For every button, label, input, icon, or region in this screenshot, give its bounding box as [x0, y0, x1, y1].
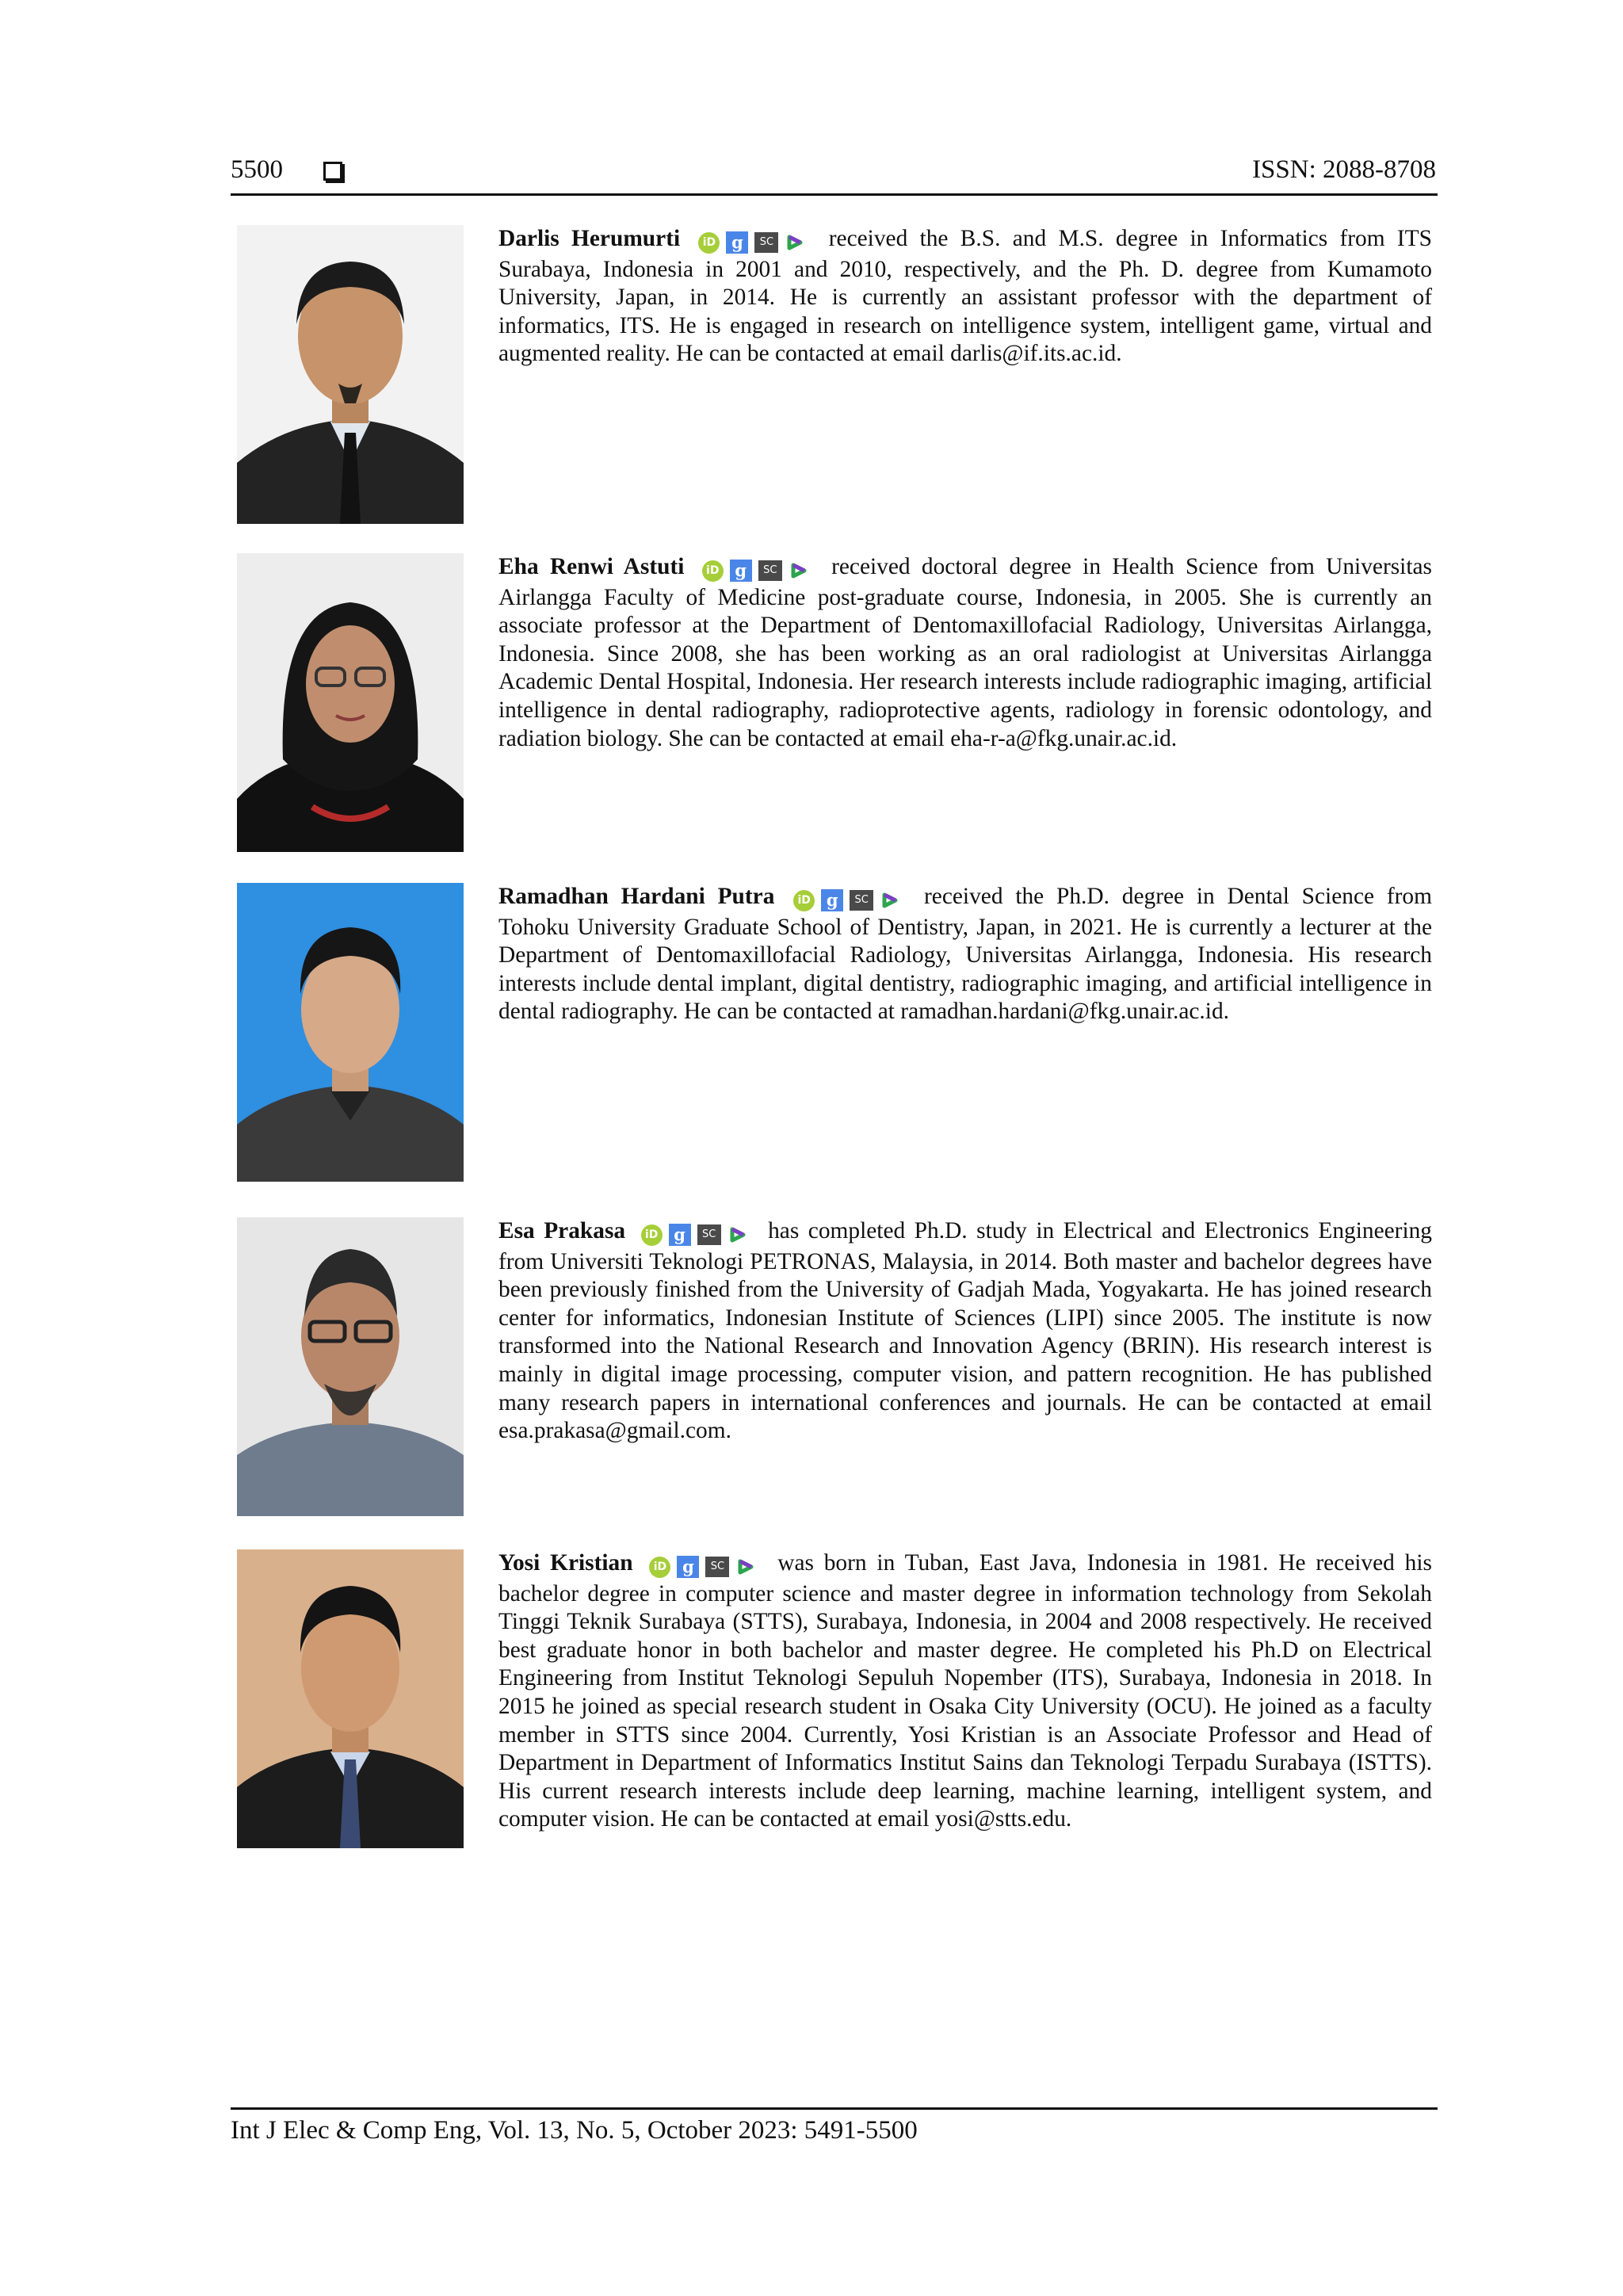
- author-id-icons: [641, 1220, 754, 1248]
- google-scholar-icon[interactable]: g: [730, 560, 752, 582]
- orcid-icon[interactable]: iD: [698, 232, 720, 254]
- page-number: 5500: [231, 155, 283, 184]
- bio-description: received doctoral degree in Health Science from Universitas Airlangga Faculty of Medicine post-graduate course, Indonesia, in 2005. She is currently an associate professor at the Department of Dentomaxillofacial Radiology, Universitas Airlangga, Indonesia. Since 2008, she has been working as an oral radiologist at Universitas Airlangga Academic Dental Hospital, Indonesia. Her research interests include radiographic imaging, artificial intelligence in dental radiography, radioprotective agents, radiology in forensic odontology, and radiation biology. She can be contacted at email eha-r-a@fkg.unair.ac.id.: [498, 554, 1432, 751]
- google-scholar-icon[interactable]: g: [669, 1224, 691, 1246]
- author-photo: [237, 1217, 464, 1516]
- author-id-icons: [793, 885, 907, 914]
- author-id-icons: [698, 227, 812, 256]
- page-header: [231, 152, 1438, 196]
- page-footer: [231, 2107, 1438, 2145]
- google-scholar-icon[interactable]: g: [677, 1556, 699, 1578]
- google-scholar-icon[interactable]: g: [821, 889, 843, 911]
- author-photo: [237, 883, 464, 1182]
- author-id-icons: [649, 1552, 762, 1580]
- journal-citation: Int J Elec & Comp Eng, Vol. 13, No. 5, October 2023: 5491-5500: [231, 2116, 918, 2145]
- author-name: Darlis Herumurti: [498, 226, 681, 251]
- bio-text: [498, 553, 1432, 753]
- orcid-icon[interactable]: iD: [641, 1224, 663, 1246]
- bio-text: [498, 225, 1432, 369]
- issn: ISSN: 2088-8708: [1252, 155, 1436, 184]
- bio-description: has completed Ph.D. study in Electrical and Electronics Engineering from Universiti Teknologi PETRONAS, Malaysia, in 2014. Both master and bachelor degrees have been previously finished from the University of Gadjah Mada, Yogyakarta. He has joined research center for informatics, Indonesian Institute of Sciences (LIPI) since 2005. The institute is now transformed into the National Research and Innovation Agency (BRIN). His research interest is mainly in digital image processing, computer vision, and pattern recognition. He has published many research papers in international conferences and journals. He can be contacted at email esa.prakasa@gmail.com.: [498, 1218, 1432, 1444]
- author-name: Eha Renwi Astuti: [498, 554, 685, 579]
- orcid-icon[interactable]: iD: [793, 890, 815, 911]
- author-id-icons: [702, 556, 815, 584]
- scopus-icon[interactable]: SC: [697, 1224, 721, 1245]
- bio-text: [498, 1549, 1432, 1834]
- scopus-icon[interactable]: SC: [754, 232, 778, 253]
- scopus-icon[interactable]: SC: [705, 1557, 729, 1577]
- publons-icon[interactable]: [785, 232, 805, 253]
- author-name: Ramadhan Hardani Putra: [498, 884, 775, 909]
- bio-description: was born in Tuban, East Java, Indonesia in 1981. He received his bachelor degree in computer science and master degree in information technology from Sekolah Tinggi Teknik Surabaya (STTS), Surabaya, Indonesia, in 2004 and 2008 respectively. He received best graduate honor in both bachelor and master degree. He completed his Ph.D on Electrical Engineering from Institut Teknologi Sepuluh Nopember (ITS), Surabaya, Indonesia in 2018. In 2015 he joined as special research student in Osaka City University (OCU). He joined as a faculty member in STTS since 2004. Currently, Yosi Kristian is an Associate Professor and Head of Department in Department of Informatics Institut Sains dan Teknologi Terpadu Surabaya (ISTTS). His current research interests include deep learning, machine learning, intelligent system, and computer vision. He can be contacted at email yosi@stts.edu.: [498, 1550, 1432, 1832]
- bio-description: received the B.S. and M.S. degree in Informatics from ITS Surabaya, Indonesia in 2001 and 2010, respectively, and the Ph. D. degree from Kumamoto University, Japan, in 2014. He is currently an assistant professor with the department of informatics, ITS. He is engaged in research on intelligence system, intelligent game, virtual and augmented reality. He can be contacted at email darlis@if.its.ac.id.: [498, 226, 1432, 367]
- author-name: Esa Prakasa: [498, 1218, 626, 1244]
- author-photo: [237, 1549, 464, 1848]
- author-photo: [237, 225, 464, 524]
- square-ornament-icon: [323, 162, 342, 181]
- publons-icon[interactable]: [727, 1224, 748, 1245]
- orcid-icon[interactable]: iD: [702, 560, 724, 582]
- bio-text: [498, 1217, 1432, 1446]
- publons-icon[interactable]: [880, 890, 900, 911]
- scopus-icon[interactable]: SC: [850, 890, 873, 911]
- orcid-icon[interactable]: iD: [649, 1557, 670, 1578]
- bio-text: [498, 883, 1432, 1026]
- author-name: Yosi Kristian: [498, 1550, 633, 1576]
- author-photo: [237, 553, 464, 852]
- scopus-icon[interactable]: SC: [758, 560, 782, 581]
- publons-icon[interactable]: [789, 560, 809, 581]
- google-scholar-icon[interactable]: g: [726, 231, 748, 254]
- publons-icon[interactable]: [735, 1557, 756, 1577]
- bio-description: received the Ph.D. degree in Dental Science from Tohoku University Graduate School of Dentistry, Japan, in 2021. He is currently a lecturer at the Department of Dentomaxillofacial Radiology, Universitas Airlangga, Indonesia. His research interests include dental implant, digital dentistry, radiographic imaging, and artificial intelligence in dental radiography. He can be contacted at ramadhan.hardani@fkg.unair.ac.id.: [498, 884, 1432, 1025]
